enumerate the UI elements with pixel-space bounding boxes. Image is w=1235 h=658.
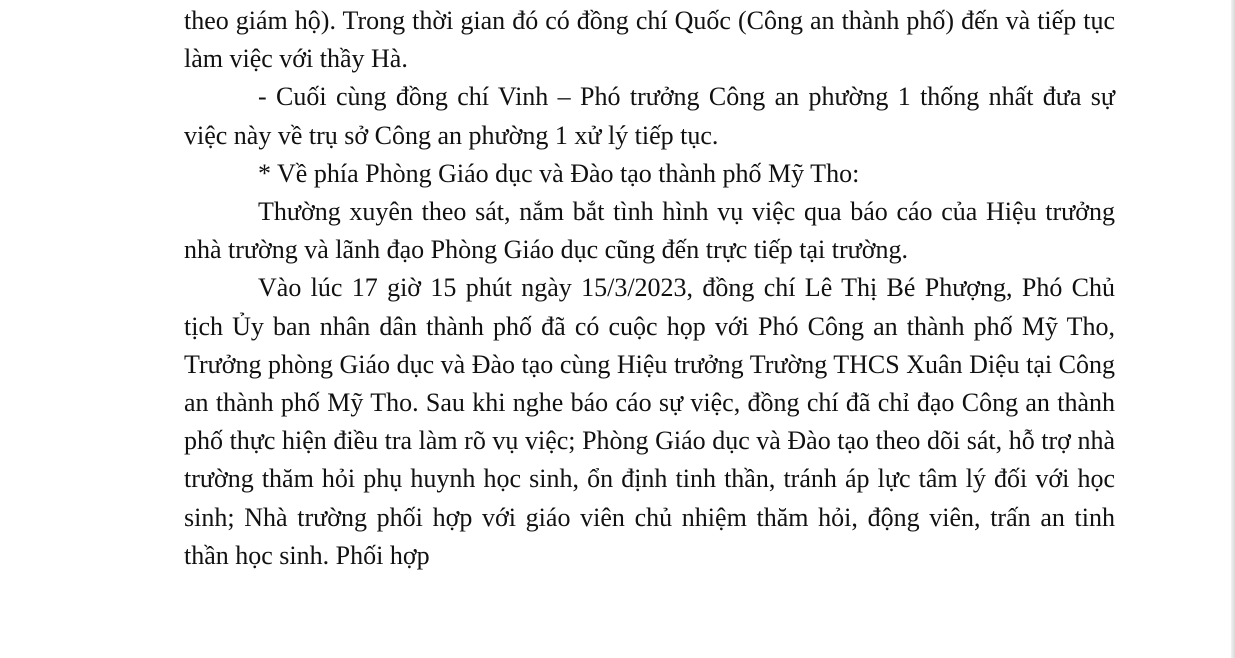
paragraph-monitoring: Thường xuyên theo sát, nắm bắt tình hình vụ việc qua báo cáo của Hiệu trưởng nhà trường và lãnh đạo Phòng Giáo dục cũng đến trực tiếp tại trường. (184, 197, 1115, 265)
paragraph-final-handover: - Cuối cùng đồng chí Vinh – Phó trưởng Công an phường 1 thống nhất đưa sự việc này về trụ sở Công an phường 1 xử lý tiếp tục. (184, 82, 1115, 150)
document-body (184, 2, 1115, 575)
paragraph-guardian-continuation: theo giám hộ). Trong thời gian đó có đồng chí Quốc (Công an thành phố) đến và tiếp tục làm việc với thầy Hà. (184, 6, 1115, 74)
section-heading-education-office: * Về phía Phòng Giáo dục và Đào tạo thành phố Mỹ Tho: (258, 158, 860, 188)
paragraph-meeting: Vào lúc 17 giờ 15 phút ngày 15/3/2023, đồng chí Lê Thị Bé Phượng, Phó Chủ tịch Ủy ban nhân dân thành phố đã có cuộc họp với Phó Công an thành phố Mỹ Tho, Trưởng phòng Giáo dục và Đào tạo cùng Hiệu trưởng Trường THCS Xuân Diệu tại Công an thành phố Mỹ Tho. Sau khi nghe báo cáo sự việc, đồng chí đã chỉ đạo Công an thành phố thực hiện điều tra làm rõ vụ việc; Phòng Giáo dục và Đào tạo theo dõi sát, hỗ trợ nhà trường thăm hỏi phụ huynh học sinh, ổn định tinh thần, tránh áp lực tâm lý đối với học sinh; Nhà trường phối hợp với giáo viên chủ nhiệm thăm hỏi, động viên, trấn an tinh thần học sinh. Phối hợp (184, 273, 1115, 570)
page-edge-shadow (1231, 0, 1235, 658)
